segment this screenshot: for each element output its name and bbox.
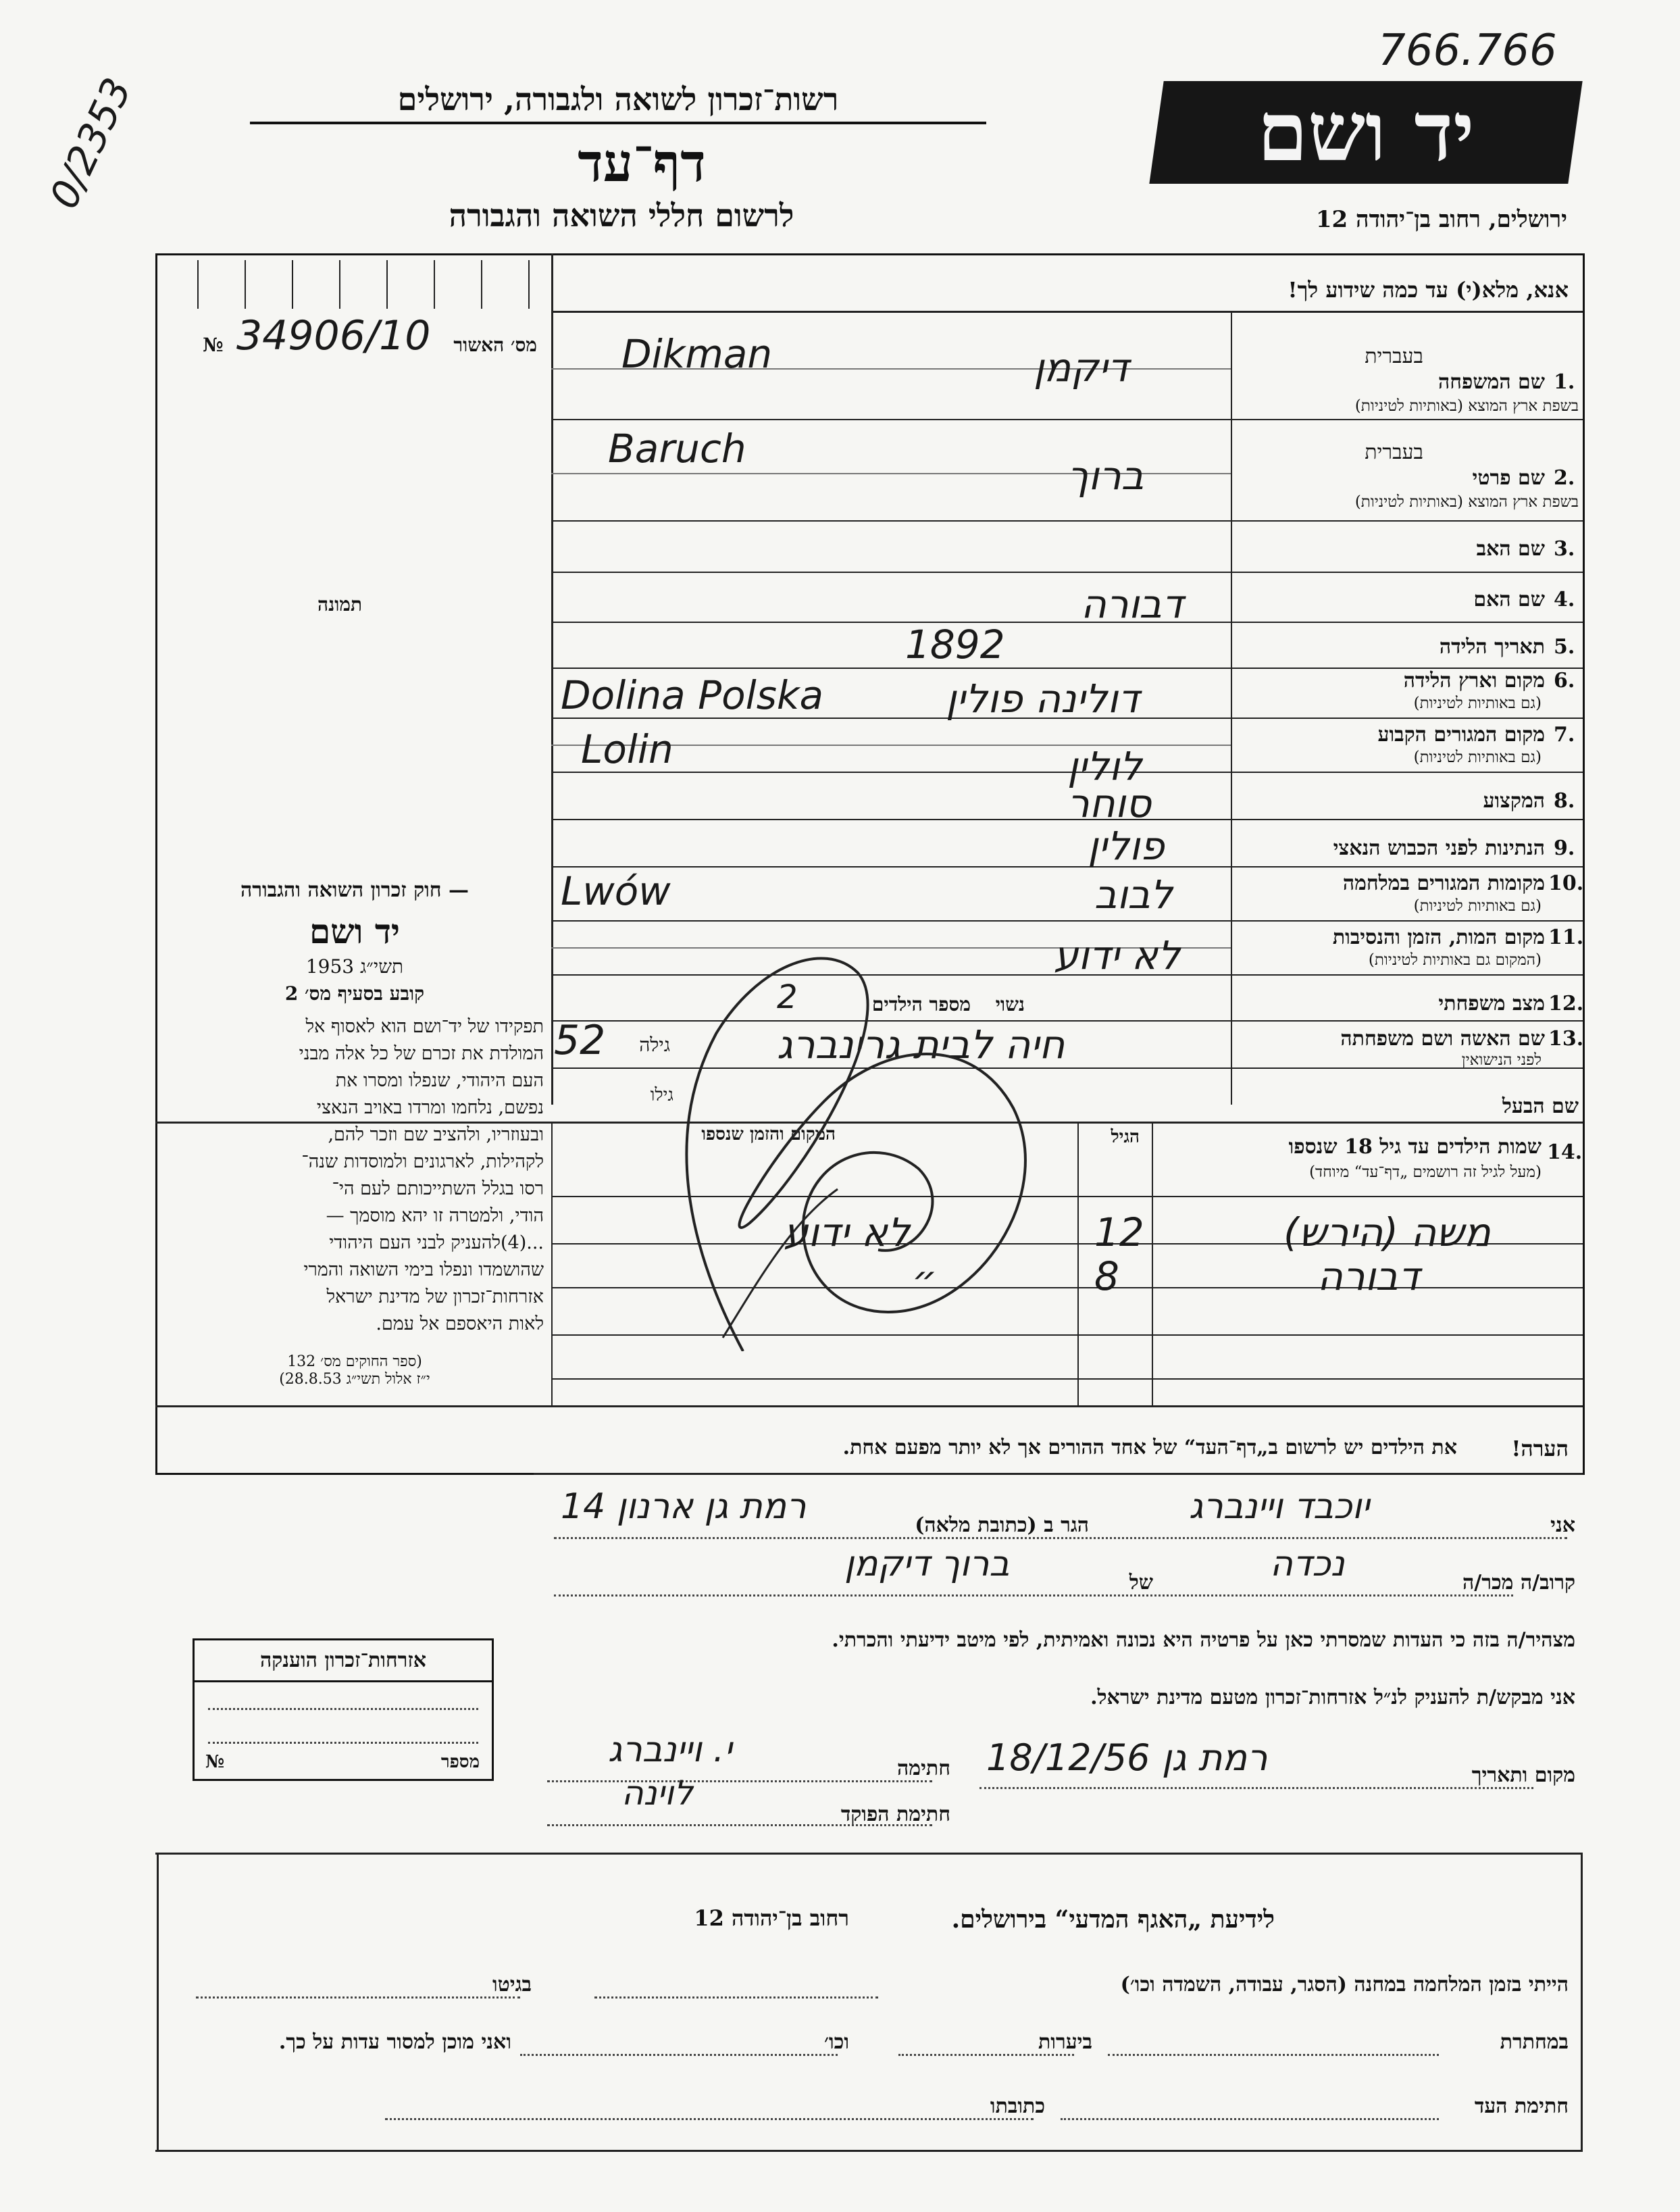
declaration-request: אני מבקש/ת להעניק לנ״ל אזרחות־זכרון מטעם מדינת ישראל. <box>1090 1686 1575 1709</box>
field-1-label: שם המשפחה <box>1437 370 1545 394</box>
field-11-number: 11. <box>1548 926 1584 949</box>
children-section-note: (מעל לגיל זה רושמים „דף־עד“ מיוחד) <box>1309 1163 1542 1181</box>
law-line: לקהילות, לארגונים ולמוסדות שנה־ <box>301 1151 544 1172</box>
declaration-relative-value[interactable]: נכדה <box>1270 1544 1345 1584</box>
bottom-line2-etc: וכו׳ <box>824 2030 849 2054</box>
bottom-address: רחוב בן־יהודה 12 <box>694 1905 849 1931</box>
field-7-value-hebrew[interactable]: לולין <box>1067 743 1142 789</box>
note-label: הערה! <box>1511 1436 1569 1461</box>
field-2-value-hebrew[interactable]: ברוך <box>1067 453 1144 499</box>
field-12-children-label: מספר הילדים <box>871 993 971 1015</box>
field-7-label: מקום המגורים הקבוע <box>1377 723 1545 747</box>
field-1-note: בשפת ארץ המוצא (באותיות לטיניות) <box>1354 397 1579 415</box>
field-7-value-latin[interactable]: Lolin <box>581 726 673 772</box>
field-2-note: בשפת ארץ המוצא (באותיות לטיניות) <box>1354 493 1579 511</box>
law-line: לאות היאספם אל עמם. <box>376 1313 544 1334</box>
field-2-label: שם פרטי <box>1472 466 1545 490</box>
citizenship-box <box>193 1638 494 1781</box>
field-13-label: שם האשה ושם משפחתה <box>1340 1027 1545 1051</box>
child-2-age[interactable]: 8 <box>1094 1253 1119 1299</box>
field-6-value-latin[interactable]: Dolina Polska <box>561 672 824 718</box>
husband-name-label: שם הבעל <box>1502 1095 1579 1118</box>
law-line: אזרחות־זכרון של מדינת ישראל <box>326 1286 544 1307</box>
law-year: תשי״ג 1953 <box>305 955 404 978</box>
field-2-hebrew-tag: בעברית <box>1365 441 1423 464</box>
field-10-value-latin[interactable]: Lwów <box>561 868 671 914</box>
law-line: ...(4)להעניק לבני העם היהודי <box>329 1232 544 1253</box>
declaration-lives-value[interactable]: רמת גן ארנון 14 <box>561 1486 807 1527</box>
law-ref-1: (ספר החוקים מס׳ 132 <box>287 1353 422 1370</box>
law-line: המולדת את זכרם של כל אלה מבני <box>299 1043 544 1064</box>
child-1-age[interactable]: 12 <box>1094 1209 1144 1255</box>
instruction-text: אנא, מלא(י) עד כמה שידוע לך! <box>1288 277 1569 303</box>
field-3-number: 3. <box>1554 537 1575 561</box>
field-1-number: 1. <box>1554 370 1575 394</box>
child-1-name[interactable]: משה (הירש) <box>1283 1209 1491 1255</box>
field-2-value-latin[interactable]: Baruch <box>608 426 746 472</box>
field-9-value[interactable]: פולין <box>1088 823 1165 869</box>
field-13-number: 13. <box>1548 1027 1584 1051</box>
children-col-age: הגיל <box>1111 1127 1140 1147</box>
field-6-number: 6. <box>1554 669 1575 693</box>
field-12-label: מצב משפחתי <box>1438 992 1545 1015</box>
field-9-number: 9. <box>1554 836 1575 860</box>
approval-number-value: 34906/10 <box>236 312 431 359</box>
bottom-witness-address-label: כתובתו <box>990 2094 1045 2118</box>
law-line: רסו בגלל השתייכותם לעם הי־ <box>332 1178 544 1199</box>
bottom-title: לידיעת „האגף המדעי“ בירושלים. <box>951 1905 1275 1934</box>
field-1-value-hebrew[interactable]: דיקמן <box>1034 345 1129 391</box>
form-subtitle: לרשום חללי השואה והגבורה <box>449 197 794 234</box>
margin-note: 0/2353 <box>41 71 141 216</box>
children-section-label: שמות הילדים עד גיל 18 שנספו <box>1288 1135 1542 1159</box>
bottom-line1-ghetto: בגיטו <box>492 1973 532 1996</box>
law-line: נפשם, נלחמו ומרדו באויב הנאצי <box>316 1097 544 1118</box>
signature-value[interactable]: י. ויינברג <box>608 1730 732 1770</box>
field-4-label: שם האם <box>1473 588 1545 611</box>
field-4-number: 4. <box>1554 588 1575 611</box>
field-8-number: 8. <box>1554 789 1575 813</box>
field-6-note: (גם באותיות לטיניות) <box>1413 695 1542 712</box>
child-1-place[interactable]: לא ידוע <box>784 1209 910 1255</box>
place-date-value[interactable]: רמת גן 18/12/56 <box>986 1736 1268 1779</box>
field-10-value-hebrew[interactable]: לבוב <box>1094 872 1173 918</box>
approval-number-boxes <box>197 260 542 309</box>
declaration-lives-label: הגר ב (כתובת מלאה) <box>915 1513 1089 1537</box>
declaration-i-value[interactable]: יוכבד ויינברג <box>1189 1486 1370 1527</box>
header-address: ירושלים, רחוב בן־יהודה 12 <box>1315 206 1567 233</box>
field-9-label: הנתינות לפני הכבוש הנאצי <box>1333 836 1545 860</box>
declaration-of-label: של <box>1129 1571 1153 1594</box>
photo-label: תמונה <box>317 593 363 615</box>
field-1-value-latin[interactable]: Dikman <box>621 331 773 377</box>
field-13-age-label: גילה <box>639 1034 670 1056</box>
declaration-relative-label: קרוב/ה מכר/ה <box>1462 1571 1575 1594</box>
place-date-label: מקום ותאריך <box>1471 1763 1575 1787</box>
field-11-value[interactable]: לא ידוע <box>1054 932 1180 978</box>
law-clause: קובע בסעיף מס׳ 2 <box>284 982 425 1005</box>
law-title: — חוק זכרון השואה והגבורה <box>240 878 469 902</box>
logo-text: יד ושם <box>1257 84 1475 180</box>
field-10-note: (גם באותיות לטיניות) <box>1413 897 1542 915</box>
law-line: תפקידו של יד־ושם הוא לאסוף אל <box>305 1016 544 1037</box>
authority-name: רשות־זכרון לשואה ולגבורה, ירושלים <box>250 81 986 124</box>
field-10-number: 10. <box>1548 872 1584 895</box>
yad-vashem-logo <box>1149 81 1582 184</box>
law-box <box>166 878 544 1388</box>
field-12-number: 12. <box>1548 992 1584 1015</box>
field-8-label: המקצוע <box>1483 789 1545 813</box>
field-6-value-hebrew[interactable]: דולינה פולין <box>946 676 1140 722</box>
field-1-hebrew-tag: בעברית <box>1365 345 1423 368</box>
law-line: ובעוזריו, ולהציב שם וזכר להם, <box>328 1124 544 1145</box>
children-col-place: המקום והזמן שנספו <box>701 1124 836 1145</box>
field-4-value[interactable]: דבורה <box>1081 581 1183 627</box>
citizenship-box-title: אזרחות־זכרון הוענקה <box>195 1640 492 1682</box>
note-text: את הילדים יש לרשום ב„דף־העד“ של אחד ההורים אך לא יותר מפעם אחת. <box>842 1436 1457 1459</box>
bottom-line1-camp: הייתי בזמן המלחמה במחנה (הסגר, עבודה, השמדה וכו׳) <box>1120 1973 1569 1996</box>
bottom-line2-underground: במחתרת <box>1500 2030 1569 2054</box>
bottom-witness-signature-label: חתימת העד <box>1474 2094 1569 2118</box>
field-5-label: תאריך הלידה <box>1439 635 1545 659</box>
official-signature-label: חתימת הפוקד <box>840 1803 950 1826</box>
law-line: הודי, ולמטרה זו יהא מוסמך — <box>326 1205 544 1226</box>
field-13-note: לפני הנישואין <box>1461 1051 1542 1069</box>
official-signature-value[interactable]: לוינה <box>621 1774 693 1813</box>
bottom-line2-forests: ביערות <box>1038 2030 1092 2054</box>
field-8-value[interactable]: סוחר <box>1067 780 1152 826</box>
field-13-value[interactable]: חיה לבית גרינברג <box>777 1022 1065 1067</box>
law-name: יד ושם <box>309 911 400 951</box>
law-line: העם היהודי, שנפלו ומסרו את <box>335 1070 544 1091</box>
field-12-married: נשוי <box>995 993 1025 1015</box>
form-title: דף־עד <box>578 132 706 194</box>
declaration-of-value[interactable]: ברוך דיקמן <box>844 1544 1010 1584</box>
field-13-age-value[interactable]: 52 <box>554 1017 606 1064</box>
law-ref-2: י״ז אלול תשי״ג 28.8.53) <box>279 1371 430 1388</box>
corner-number: 766.766 <box>1378 26 1557 76</box>
field-7-number: 7. <box>1554 723 1575 747</box>
signature-label: חתימה <box>897 1757 950 1780</box>
child-2-place[interactable]: ״ <box>912 1257 938 1303</box>
bottom-line2-ready: ואני מוכן למסור עדות על כך. <box>278 2030 511 2054</box>
field-11-note: (המקום גם באותיות לטיניות) <box>1368 951 1542 969</box>
field-3-label: שם האב <box>1476 537 1545 561</box>
child-2-name[interactable]: דבורה <box>1317 1253 1420 1299</box>
field-10-label: מקומות המגורים במלחמה <box>1342 872 1545 895</box>
approval-number-label: מס׳ האשור <box>453 334 537 356</box>
field-12-children-value[interactable]: 2 <box>777 978 798 1016</box>
citizenship-number-label: מספר <box>440 1752 480 1772</box>
field-5-value[interactable]: 1892 <box>905 622 1005 668</box>
law-line: שהושמדו ונפלו בימי השואה והמרי <box>303 1259 544 1280</box>
citizenship-no-sign: № <box>205 1752 225 1772</box>
field-7-note: (גם באותיות לטיניות) <box>1413 749 1542 766</box>
field-2-number: 2. <box>1554 466 1575 490</box>
declaration-i-label: אני <box>1550 1513 1575 1537</box>
field-5-number: 5. <box>1554 635 1575 659</box>
children-section-number: 14. <box>1547 1140 1583 1164</box>
declaration-statement: מצהיר/ה בזה כי העדות שמסרתי כאן על פרטיה היא נכונה ואמיתית, לפי מיטב ידיעתי והכרתי. <box>832 1628 1575 1652</box>
field-11-label: מקום המות, הזמן והנסיבות <box>1332 926 1545 949</box>
pen-scribble <box>635 932 1108 1351</box>
approval-no-sign: № <box>203 334 224 356</box>
husband-age-label: גילו <box>650 1085 673 1105</box>
field-6-label: מקום וארץ הלידה <box>1403 669 1545 693</box>
law-body <box>166 1013 544 1338</box>
